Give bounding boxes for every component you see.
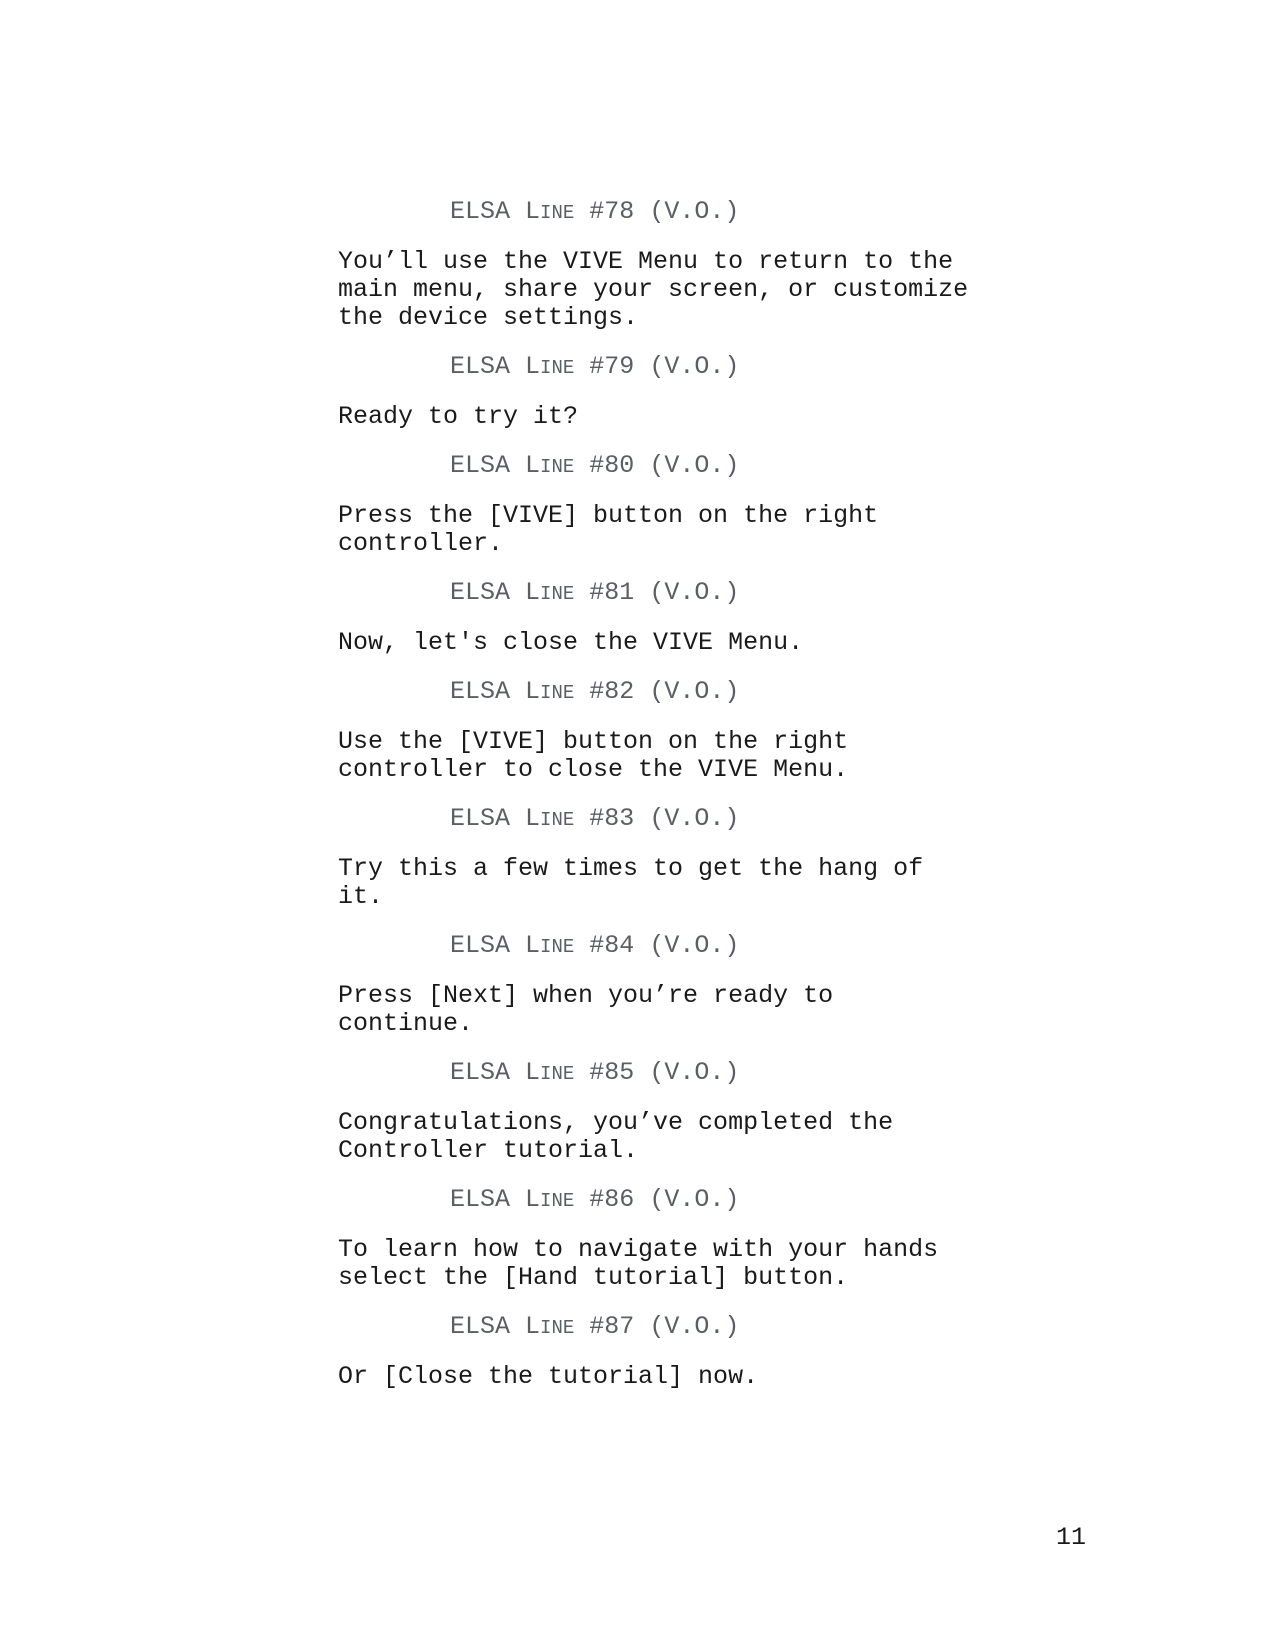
dialogue-text: Or [Close the tutorial] now. <box>338 1362 759 1391</box>
line-label-rest: INE <box>540 1317 575 1339</box>
line-label <box>525 197 574 226</box>
dialogue-text: Use the [VIVE] button on the right controller to close the VIVE Menu. <box>338 727 849 784</box>
line-number: #87 <box>589 1312 635 1341</box>
dialogue-block <box>338 1313 1038 1391</box>
speaker-name: ELSA <box>450 352 511 381</box>
line-label-rest: INE <box>540 357 575 379</box>
speaker-name: ELSA <box>450 1185 511 1214</box>
character-cue <box>450 805 1038 834</box>
speaker-name: ELSA <box>450 677 511 706</box>
line-label-initial: L <box>525 451 541 480</box>
character-cue <box>450 1313 1038 1342</box>
line-label <box>525 352 574 381</box>
voice-over-extension: (V.O.) <box>649 1058 740 1087</box>
character-cue <box>450 932 1038 961</box>
line-label-rest: INE <box>540 682 575 704</box>
line-label <box>525 451 574 480</box>
character-cue <box>450 452 1038 481</box>
dialogue-block <box>338 1059 1038 1165</box>
line-label-rest: INE <box>540 936 575 958</box>
line-label <box>525 578 574 607</box>
voice-over-extension: (V.O.) <box>649 578 740 607</box>
line-label-initial: L <box>525 352 541 381</box>
page-number: 11 <box>1055 1523 1086 1552</box>
line-label-initial: L <box>525 677 541 706</box>
line-label <box>525 1185 574 1214</box>
dialogue-block <box>338 198 1038 332</box>
dialogue-text: Press [Next] when you’re ready to continue. <box>338 981 834 1038</box>
character-cue <box>450 198 1038 227</box>
line-label-rest: INE <box>540 202 575 224</box>
line-label-initial: L <box>525 1312 541 1341</box>
speaker-name: ELSA <box>450 1058 511 1087</box>
dialogue-block <box>338 678 1038 784</box>
line-label-initial: L <box>525 1058 541 1087</box>
speaker-name: ELSA <box>450 578 511 607</box>
line-label-initial: L <box>525 931 541 960</box>
line-label-initial: L <box>525 804 541 833</box>
script-body <box>338 198 1038 1391</box>
dialogue-block <box>338 805 1038 911</box>
line-number: #83 <box>589 804 635 833</box>
voice-over-extension: (V.O.) <box>649 352 740 381</box>
line-label-rest: INE <box>540 1063 575 1085</box>
voice-over-extension: (V.O.) <box>649 677 740 706</box>
speaker-name: ELSA <box>450 197 511 226</box>
dialogue-block <box>338 452 1038 558</box>
dialogue-text: Now, let's close the VIVE Menu. <box>338 628 804 657</box>
line-number: #81 <box>589 578 635 607</box>
dialogue-block <box>338 353 1038 431</box>
speaker-name: ELSA <box>450 804 511 833</box>
speaker-name: ELSA <box>450 931 511 960</box>
dialogue-text: Try this a few times to get the hang of it. <box>338 854 924 911</box>
line-label-initial: L <box>525 1185 541 1214</box>
character-cue <box>450 579 1038 608</box>
speaker-name: ELSA <box>450 451 511 480</box>
line-label-rest: INE <box>540 809 575 831</box>
line-number: #78 <box>589 197 635 226</box>
line-number: #80 <box>589 451 635 480</box>
line-label <box>525 677 574 706</box>
voice-over-extension: (V.O.) <box>649 451 740 480</box>
line-label <box>525 1312 574 1341</box>
dialogue-text: Press the [VIVE] button on the right controller. <box>338 501 879 558</box>
line-label-rest: INE <box>540 583 575 605</box>
line-label-initial: L <box>525 197 541 226</box>
dialogue-block <box>338 579 1038 657</box>
character-cue <box>450 1059 1038 1088</box>
dialogue-text: You’ll use the VIVE Menu to return to the main menu, share your screen, or customize the device settings. <box>338 247 969 332</box>
character-cue <box>450 1186 1038 1215</box>
dialogue-text: Ready to try it? <box>338 402 579 431</box>
voice-over-extension: (V.O.) <box>649 931 740 960</box>
line-number: #85 <box>589 1058 635 1087</box>
speaker-name: ELSA <box>450 1312 511 1341</box>
voice-over-extension: (V.O.) <box>649 197 740 226</box>
line-label-initial: L <box>525 578 541 607</box>
character-cue <box>450 353 1038 382</box>
voice-over-extension: (V.O.) <box>649 1312 740 1341</box>
dialogue-block <box>338 1186 1038 1292</box>
dialogue-text: To learn how to navigate with your hands select the [Hand tutorial] button. <box>338 1235 939 1292</box>
line-label-rest: INE <box>540 456 575 478</box>
line-label <box>525 804 574 833</box>
character-cue <box>450 678 1038 707</box>
line-number: #82 <box>589 677 635 706</box>
line-number: #79 <box>589 352 635 381</box>
line-label-rest: INE <box>540 1190 575 1212</box>
line-label <box>525 1058 574 1087</box>
voice-over-extension: (V.O.) <box>649 1185 740 1214</box>
line-number: #86 <box>589 1185 635 1214</box>
voice-over-extension: (V.O.) <box>649 804 740 833</box>
line-number: #84 <box>589 931 635 960</box>
line-label <box>525 931 574 960</box>
dialogue-block <box>338 932 1038 1038</box>
dialogue-text: Congratulations, you’ve completed the Controller tutorial. <box>338 1108 894 1165</box>
